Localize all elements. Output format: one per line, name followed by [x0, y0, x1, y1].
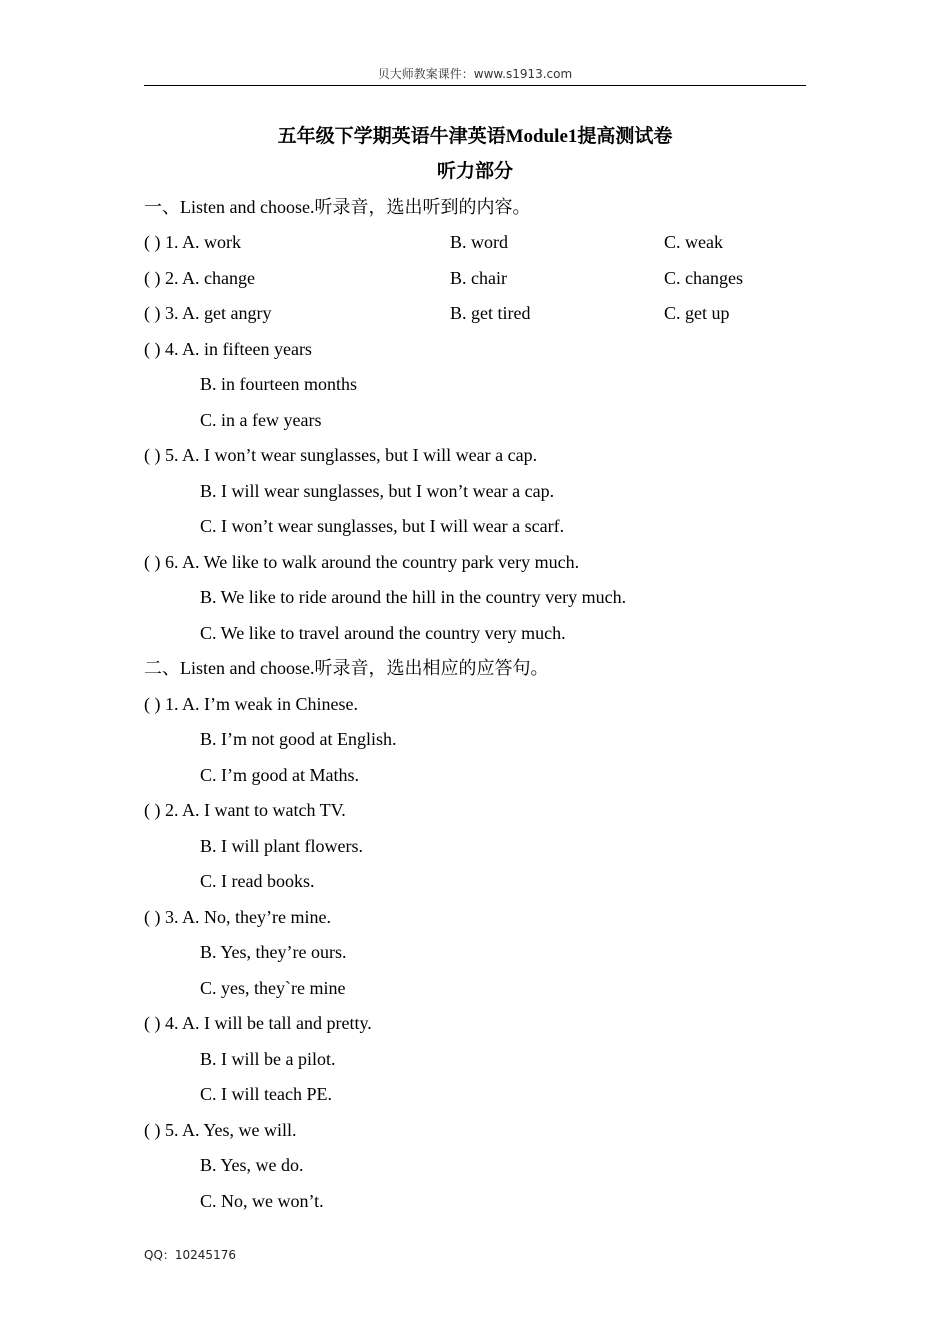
document-title: 五年级下学期英语牛津英语Module1提高测试卷 [277, 126, 673, 147]
s1-q3-option-b: B. get tired [450, 303, 531, 323]
s2-q3-option-c: C. yes, they`re mine [200, 978, 346, 998]
s2-q5-option-b: B. Yes, we do. [200, 1155, 304, 1175]
s1-q4-option-b: B. in fourteen months [200, 374, 357, 394]
s1-q1-option-c: C. weak [664, 232, 723, 252]
s2-q5-option-a: ( ) 5. A. Yes, we will. [144, 1120, 297, 1140]
s1-q3-option-c: C. get up [664, 303, 730, 323]
s1-q5-option-c: C. I won’t wear sunglasses, but I will wear a scarf. [200, 516, 565, 536]
s2-q1-option-c: C. I’m good at Maths. [200, 765, 359, 785]
s1-q2-option-a: ( ) 2. A. change [144, 268, 255, 288]
s2-q4-option-a: ( ) 4. A. I will be tall and pretty. [144, 1013, 372, 1033]
s1-q6-option-b: B. We like to ride around the hill in the country very much. [200, 587, 627, 607]
s1-q5-option-b: B. I will wear sunglasses, but I won’t wear a cap. [200, 481, 555, 501]
s1-q1-option-a: ( ) 1. A. work [144, 232, 241, 252]
s2-q4-option-b: B. I will be a pilot. [200, 1049, 336, 1069]
page-header: 贝大师教案课件：www.s1913.com [377, 67, 573, 81]
s2-q1-option-a: ( ) 1. A. I’m weak in Chinese. [144, 694, 358, 714]
page-footer: QQ：10245176 [144, 1248, 236, 1262]
s2-q2-option-c: C. I read books. [200, 871, 315, 891]
s1-q4-option-a: ( ) 4. A. in fifteen years [144, 339, 312, 359]
section-subtitle: 听力部分 [436, 161, 513, 182]
s1-q6-option-a: ( ) 6. A. We like to walk around the country park very much. [144, 552, 580, 572]
s1-q6-option-c: C. We like to travel around the country very much. [200, 623, 566, 643]
s2-q4-option-c: C. I will teach PE. [200, 1084, 332, 1104]
s1-q5-option-a: ( ) 5. A. I won’t wear sunglasses, but I will wear a cap. [144, 445, 538, 465]
section2-heading: 二、Listen and choose.听录音，选出相应的应答句。 [144, 658, 549, 678]
s2-q2-option-b: B. I will plant flowers. [200, 836, 363, 856]
s1-q4-option-c: C. in a few years [200, 410, 322, 430]
s2-q2-option-a: ( ) 2. A. I want to watch TV. [144, 800, 346, 820]
s2-q5-option-c: C. No, we won’t. [200, 1191, 324, 1211]
s1-q3-option-a: ( ) 3. A. get angry [144, 303, 272, 323]
s2-q1-option-b: B. I’m not good at English. [200, 729, 397, 749]
s2-q3-option-b: B. Yes, they’re ours. [200, 942, 347, 962]
s2-q3-option-a: ( ) 3. A. No, they’re mine. [144, 907, 331, 927]
header-divider [144, 85, 806, 86]
section1-heading: 一、Listen and choose.听录音，选出听到的内容。 [144, 197, 531, 217]
s1-q2-option-c: C. changes [664, 268, 743, 288]
s1-q2-option-b: B. chair [450, 268, 507, 288]
s1-q1-option-b: B. word [450, 232, 508, 252]
